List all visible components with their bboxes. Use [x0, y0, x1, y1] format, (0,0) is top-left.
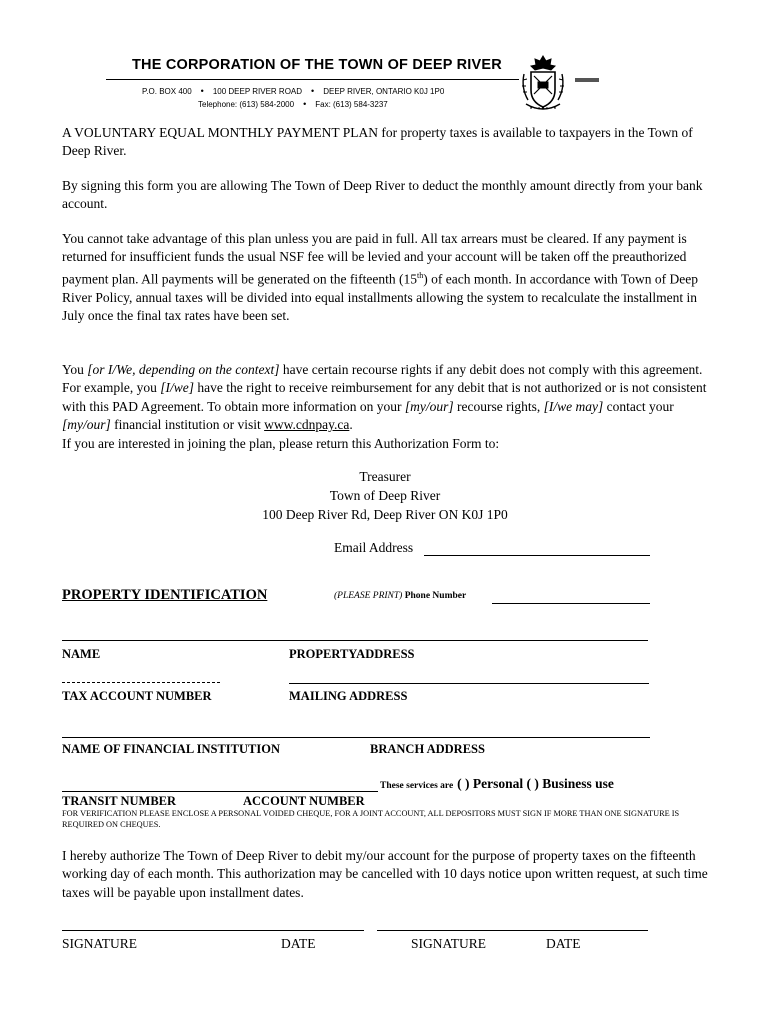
- letterhead-contact: [198, 99, 388, 109]
- date-label-2: DATE: [546, 936, 581, 951]
- recourse-text: have certain recourse rights if any debit does not comply with this agreement. For example, you: [62, 362, 703, 396]
- financial-institution-label: NAME OF FINANCIAL INSTITUTION: [62, 742, 280, 756]
- recourse-text: financial institution or visit: [110, 417, 265, 433]
- phone-field[interactable]: [492, 603, 650, 604]
- ordinal-suffix: th: [417, 270, 424, 280]
- transit-number-label: TRANSIT NUMBER: [62, 794, 177, 808]
- conditions-paragraph: [62, 230, 708, 326]
- signature-label-2: SIGNATURE: [411, 936, 487, 951]
- fax: Fax: (613) 584-3237: [315, 100, 388, 109]
- phone-label-group: [334, 591, 466, 601]
- treasurer-address: 100 Deep River Rd, Deep River ON K0J 1P0: [262, 507, 508, 522]
- recourse-text: have the right to receive reimbursement for any debit that is not authorized or is not consistent with this PAD Agreement. To obtain more information on your: [62, 380, 707, 414]
- bullet-1: •: [200, 86, 204, 96]
- authorization-paragraph: I hereby authorize The Town of Deep River to debit my/our account for the purpose of property taxes on the fifteenth working day of each month. This authorization may be cancelled with 10 days notice upon written request, at such time taxes will be payable upon installment dates.: [62, 848, 708, 900]
- bullet-3: •: [303, 99, 307, 109]
- conditions-text-a: You cannot take advantage of this plan unless you are paid in full. All tax arrears must be cleared. If any payment is returned for insufficient funds the usual NSF fee will be levied and your account will be taken off the preauthorized payment plan. All payments will be generated on the fifteenth (15: [62, 231, 687, 287]
- letterhead-rule: [106, 79, 519, 80]
- name-label: NAME: [62, 647, 101, 661]
- email-label: Email Address: [334, 540, 414, 555]
- recourse-italic: [my/our]: [404, 398, 454, 414]
- treasurer-town: Town of Deep River: [329, 488, 441, 503]
- tax-account-label: TAX ACCOUNT NUMBER: [62, 689, 212, 703]
- name-address-field[interactable]: [62, 640, 648, 641]
- branch-address-label: BRANCH ADDRESS: [370, 742, 485, 756]
- date-label-1: DATE: [281, 936, 316, 951]
- verification-note: FOR VERIFICATION PLEASE ENCLOSE A PERSONAL VOIDED CHEQUE, FOR A JOINT ACCOUNT, ALL DEPOSITORS MUST SIGN IF MORE THAN ONE SIGNATURE IS REQUIRED ON CHEQUES.: [62, 809, 680, 829]
- intro-paragraph: A VOLUNTARY EQUAL MONTHLY PAYMENT PLAN for property taxes is available to taxpayers in the Town of Deep River.: [62, 125, 693, 159]
- financial-institution-field[interactable]: [62, 737, 650, 738]
- phone-label: Phone Number: [404, 591, 467, 601]
- recourse-text: You: [62, 362, 88, 377]
- property-address-label: PROPERTYADDRESS: [289, 647, 415, 661]
- recourse-text: recourse rights,: [453, 398, 544, 414]
- services-prefix: These services are: [380, 781, 454, 791]
- please-print-note: (PLEASE PRINT): [334, 591, 403, 601]
- recourse-text: .: [349, 417, 353, 433]
- recourse-italic: [my/our]: [62, 417, 111, 433]
- services-options[interactable]: ( ) Personal ( ) Business use: [457, 776, 614, 791]
- street-address: 100 DEEP RIVER ROAD: [212, 87, 303, 96]
- recourse-italic: [I/we]: [160, 380, 194, 396]
- town-crest-icon: [518, 52, 568, 114]
- return-instruction: If you are interested in joining the plan, please return this Authorization Form to:: [62, 435, 500, 451]
- po-box: P.O. BOX 400: [142, 87, 192, 96]
- services-type[interactable]: [380, 775, 614, 793]
- account-number-label: ACCOUNT NUMBER: [243, 794, 365, 808]
- section-title: PROPERTY IDENTIFICATION: [62, 587, 268, 603]
- cdnpay-link[interactable]: www.cdnpay.ca: [264, 417, 350, 433]
- telephone: Telephone: (613) 584-2000: [198, 100, 295, 109]
- letterhead-accent-bar: [575, 78, 599, 82]
- transit-account-field[interactable]: [62, 791, 378, 792]
- city-address: DEEP RIVER, ONTARIO K0J 1P0: [323, 87, 445, 96]
- mailing-address-label: MAILING ADDRESS: [289, 689, 408, 703]
- recourse-text: contact your: [603, 398, 674, 414]
- recourse-paragraph: [62, 361, 708, 453]
- consent-paragraph: By signing this form you are allowing The Town of Deep River to deduct the monthly amount directly from your bank account.: [62, 178, 703, 212]
- letterhead-address: [142, 86, 444, 96]
- bullet-2: •: [311, 86, 315, 96]
- email-field[interactable]: [424, 555, 650, 556]
- mailing-address-field[interactable]: [289, 683, 649, 684]
- tax-account-field[interactable]: [62, 682, 220, 683]
- conditions-text-b: ) of each month. In accordance with Town of Deep River Policy, annual taxes will be divided into equal installments allowing the system to recalculate the installment in July once the final tax rates have been set.: [62, 271, 698, 324]
- recourse-italic: [I/we may]: [543, 398, 604, 414]
- treasurer-title: Treasurer: [359, 469, 411, 484]
- letterhead-title: THE CORPORATION OF THE TOWN OF DEEP RIVER: [132, 57, 502, 73]
- recourse-italic: [or I/We, depending on the context]: [87, 362, 280, 377]
- signature-field-1[interactable]: [62, 930, 364, 931]
- signature-field-2[interactable]: [377, 930, 648, 931]
- signature-label-1: SIGNATURE: [62, 936, 138, 951]
